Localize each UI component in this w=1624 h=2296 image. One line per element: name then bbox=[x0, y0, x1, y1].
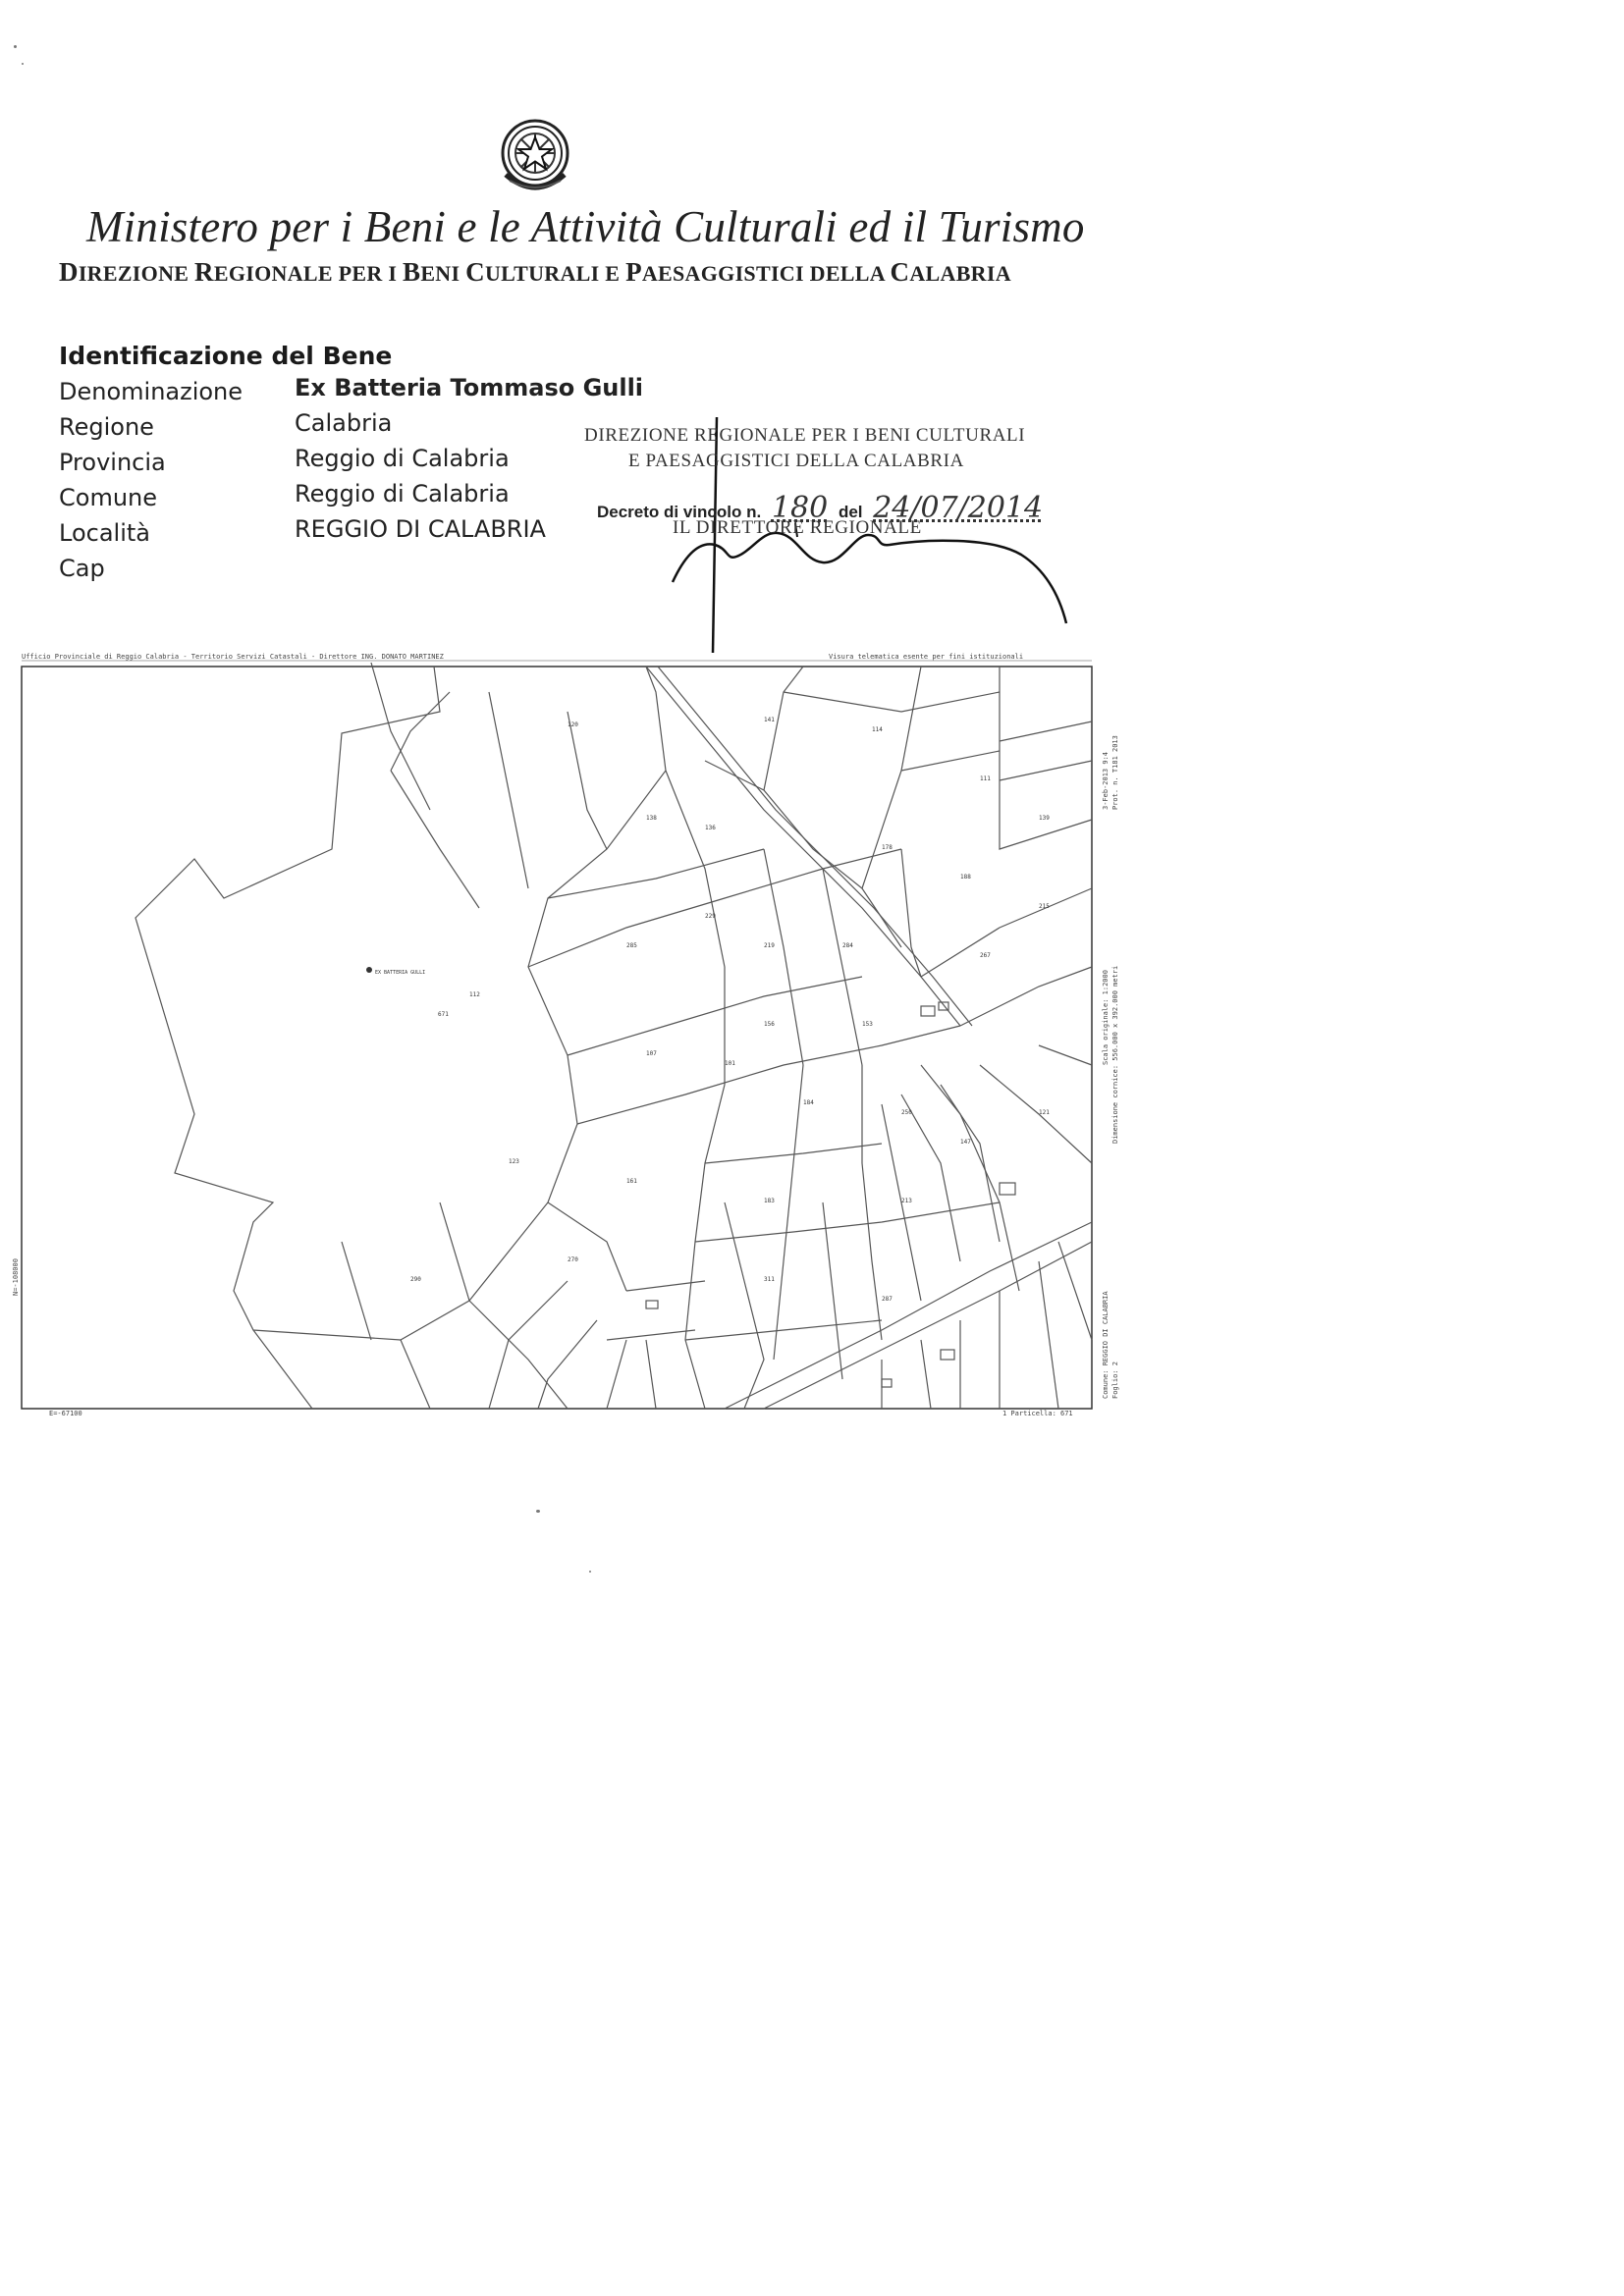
parcel-number-label: 138 bbox=[646, 815, 657, 822]
parcel-number-label: 123 bbox=[509, 1158, 519, 1165]
parcel-number-label: 284 bbox=[842, 942, 853, 949]
parcel-number-label: 219 bbox=[764, 942, 775, 949]
direction-title-part: B bbox=[403, 257, 421, 287]
identification-heading: Identificazione del Bene bbox=[59, 342, 393, 370]
identification-label: Denominazione bbox=[59, 378, 244, 405]
identification-value: Reggio di Calabria bbox=[295, 480, 510, 507]
parcel-number-label: 112 bbox=[469, 991, 480, 998]
parcel-number-label: 114 bbox=[872, 726, 883, 733]
site-marker-icon bbox=[366, 967, 372, 973]
parcel-number-label: 229 bbox=[705, 913, 716, 920]
direction-title-part: ALABRIA bbox=[909, 261, 1011, 286]
identification-value: REGGIO DI CALABRIA bbox=[295, 515, 546, 543]
direction-title-part: C bbox=[465, 257, 485, 287]
decree-date: 24/07/2014 bbox=[873, 491, 1044, 525]
map-header-note: Visura telematica esente per fini istituzionali bbox=[829, 653, 1024, 661]
scan-speck bbox=[536, 1510, 540, 1513]
decree-prefix: Decreto di vincolo n. bbox=[597, 503, 762, 521]
parcel-number-label: 188 bbox=[960, 874, 971, 881]
decree-number: 180 bbox=[771, 491, 829, 525]
identification-label: Provincia bbox=[59, 449, 166, 476]
direction-title-part: ULTURALI E bbox=[484, 261, 626, 286]
direction-title-part: EGIONALE PER I bbox=[213, 261, 404, 286]
scan-speck bbox=[22, 63, 24, 65]
cadastral-map bbox=[12, 653, 1119, 1418]
map-particle-label: 1 Particella: 671 bbox=[1002, 1410, 1073, 1417]
map-margin-scale: Scala originale: 1:2000 bbox=[1102, 970, 1110, 1065]
parcel-number-label: 156 bbox=[764, 1021, 775, 1028]
parcel-number-label: 290 bbox=[410, 1276, 421, 1283]
parcel-number-label: 287 bbox=[882, 1296, 893, 1303]
map-coordinate-north: N=-108000 bbox=[12, 1258, 20, 1296]
parcel-main-label: 671 bbox=[438, 1011, 449, 1018]
ministry-title: Ministero per i Beni e le Attività Culturali ed il Turismo bbox=[86, 202, 1085, 251]
parcel-number-label: 107 bbox=[646, 1050, 657, 1057]
parcel-number-label: 311 bbox=[764, 1276, 775, 1283]
direction-title bbox=[59, 257, 1139, 288]
parcel-number-label: 121 bbox=[1039, 1109, 1050, 1116]
parcel-number-label: 101 bbox=[725, 1060, 735, 1067]
cadastral-map-drawing bbox=[18, 653, 1117, 1418]
map-margin-foglio: Foglio: 2 bbox=[1111, 1362, 1119, 1399]
stamp-director-line: IL DIRETTORE REGIONALE bbox=[673, 517, 922, 538]
parcel-number-label: 120 bbox=[568, 721, 578, 728]
map-header-office: Ufficio Provinciale di Reggio Calabria - Territorio Servizi Catastali - Direttore ING. DONATO MARTINEZ bbox=[22, 653, 444, 661]
parcel-number-label: 136 bbox=[705, 825, 716, 831]
decree-date-prefix: del bbox=[838, 503, 863, 521]
direction-title-part: ENI bbox=[420, 261, 466, 286]
parcel-number-label: 178 bbox=[882, 844, 893, 851]
parcel-number-label: 285 bbox=[626, 942, 637, 949]
identification-value: Ex Batteria Tommaso Gulli bbox=[295, 374, 644, 401]
identification-label: Regione bbox=[59, 413, 154, 441]
scan-speck bbox=[14, 45, 17, 48]
direction-title-part: AESAGGISTICI DELLA bbox=[641, 261, 891, 286]
identification-label: Cap bbox=[59, 555, 105, 582]
direction-title-part: P bbox=[625, 257, 642, 287]
decree-stamp bbox=[569, 417, 1100, 653]
direction-title-part: D bbox=[59, 257, 79, 287]
stamp-office-line2: E PAESAGGISTICI DELLA CALABRIA bbox=[628, 451, 964, 471]
parcel-number-label: 215 bbox=[1039, 903, 1050, 910]
parcel-number-label: 139 bbox=[1039, 815, 1050, 822]
parcel-number-label: 141 bbox=[764, 717, 775, 723]
scan-speck bbox=[589, 1571, 591, 1573]
parcel-number-label: 161 bbox=[626, 1178, 637, 1185]
direction-title-part: IREZIONE bbox=[78, 261, 195, 286]
identification-label: Località bbox=[59, 519, 150, 547]
identification-value: Calabria bbox=[295, 409, 393, 437]
parcel-number-label: 250 bbox=[901, 1109, 912, 1116]
parcel-number-label: 147 bbox=[960, 1139, 971, 1146]
parcel-number-label: 267 bbox=[980, 952, 991, 959]
map-margin-date: 3-Feb-2013 9:4 bbox=[1102, 751, 1110, 810]
direction-title-part: C bbox=[890, 257, 910, 287]
stamp-office-line1: DIREZIONE REGIONALE PER I BENI CULTURALI bbox=[584, 425, 1026, 446]
identification-row bbox=[59, 374, 746, 413]
map-margin-protocol: Prot. n. T181 2013 bbox=[1111, 735, 1119, 810]
parcel-number-label: 111 bbox=[980, 775, 991, 782]
parcel-number-label: 270 bbox=[568, 1256, 578, 1263]
map-margin-comune: Comune: REGGIO DI CALABRIA bbox=[1102, 1291, 1110, 1399]
identification-label: Comune bbox=[59, 484, 158, 511]
map-coordinate-east: E=-67100 bbox=[49, 1410, 82, 1417]
republic-emblem-icon bbox=[496, 116, 574, 202]
parcel-number-label: 183 bbox=[764, 1198, 775, 1204]
map-margin-frame: Dimensione cornice: 556.000 x 392.000 metri bbox=[1111, 965, 1119, 1144]
direction-title-part: R bbox=[194, 257, 214, 287]
identification-value: Reggio di Calabria bbox=[295, 445, 510, 472]
parcel-number-label: 213 bbox=[901, 1198, 912, 1204]
parcel-number-label: 184 bbox=[803, 1099, 814, 1106]
parcel-number-label: 153 bbox=[862, 1021, 873, 1028]
site-label: EX BATTERIA GULLI bbox=[375, 970, 426, 976]
